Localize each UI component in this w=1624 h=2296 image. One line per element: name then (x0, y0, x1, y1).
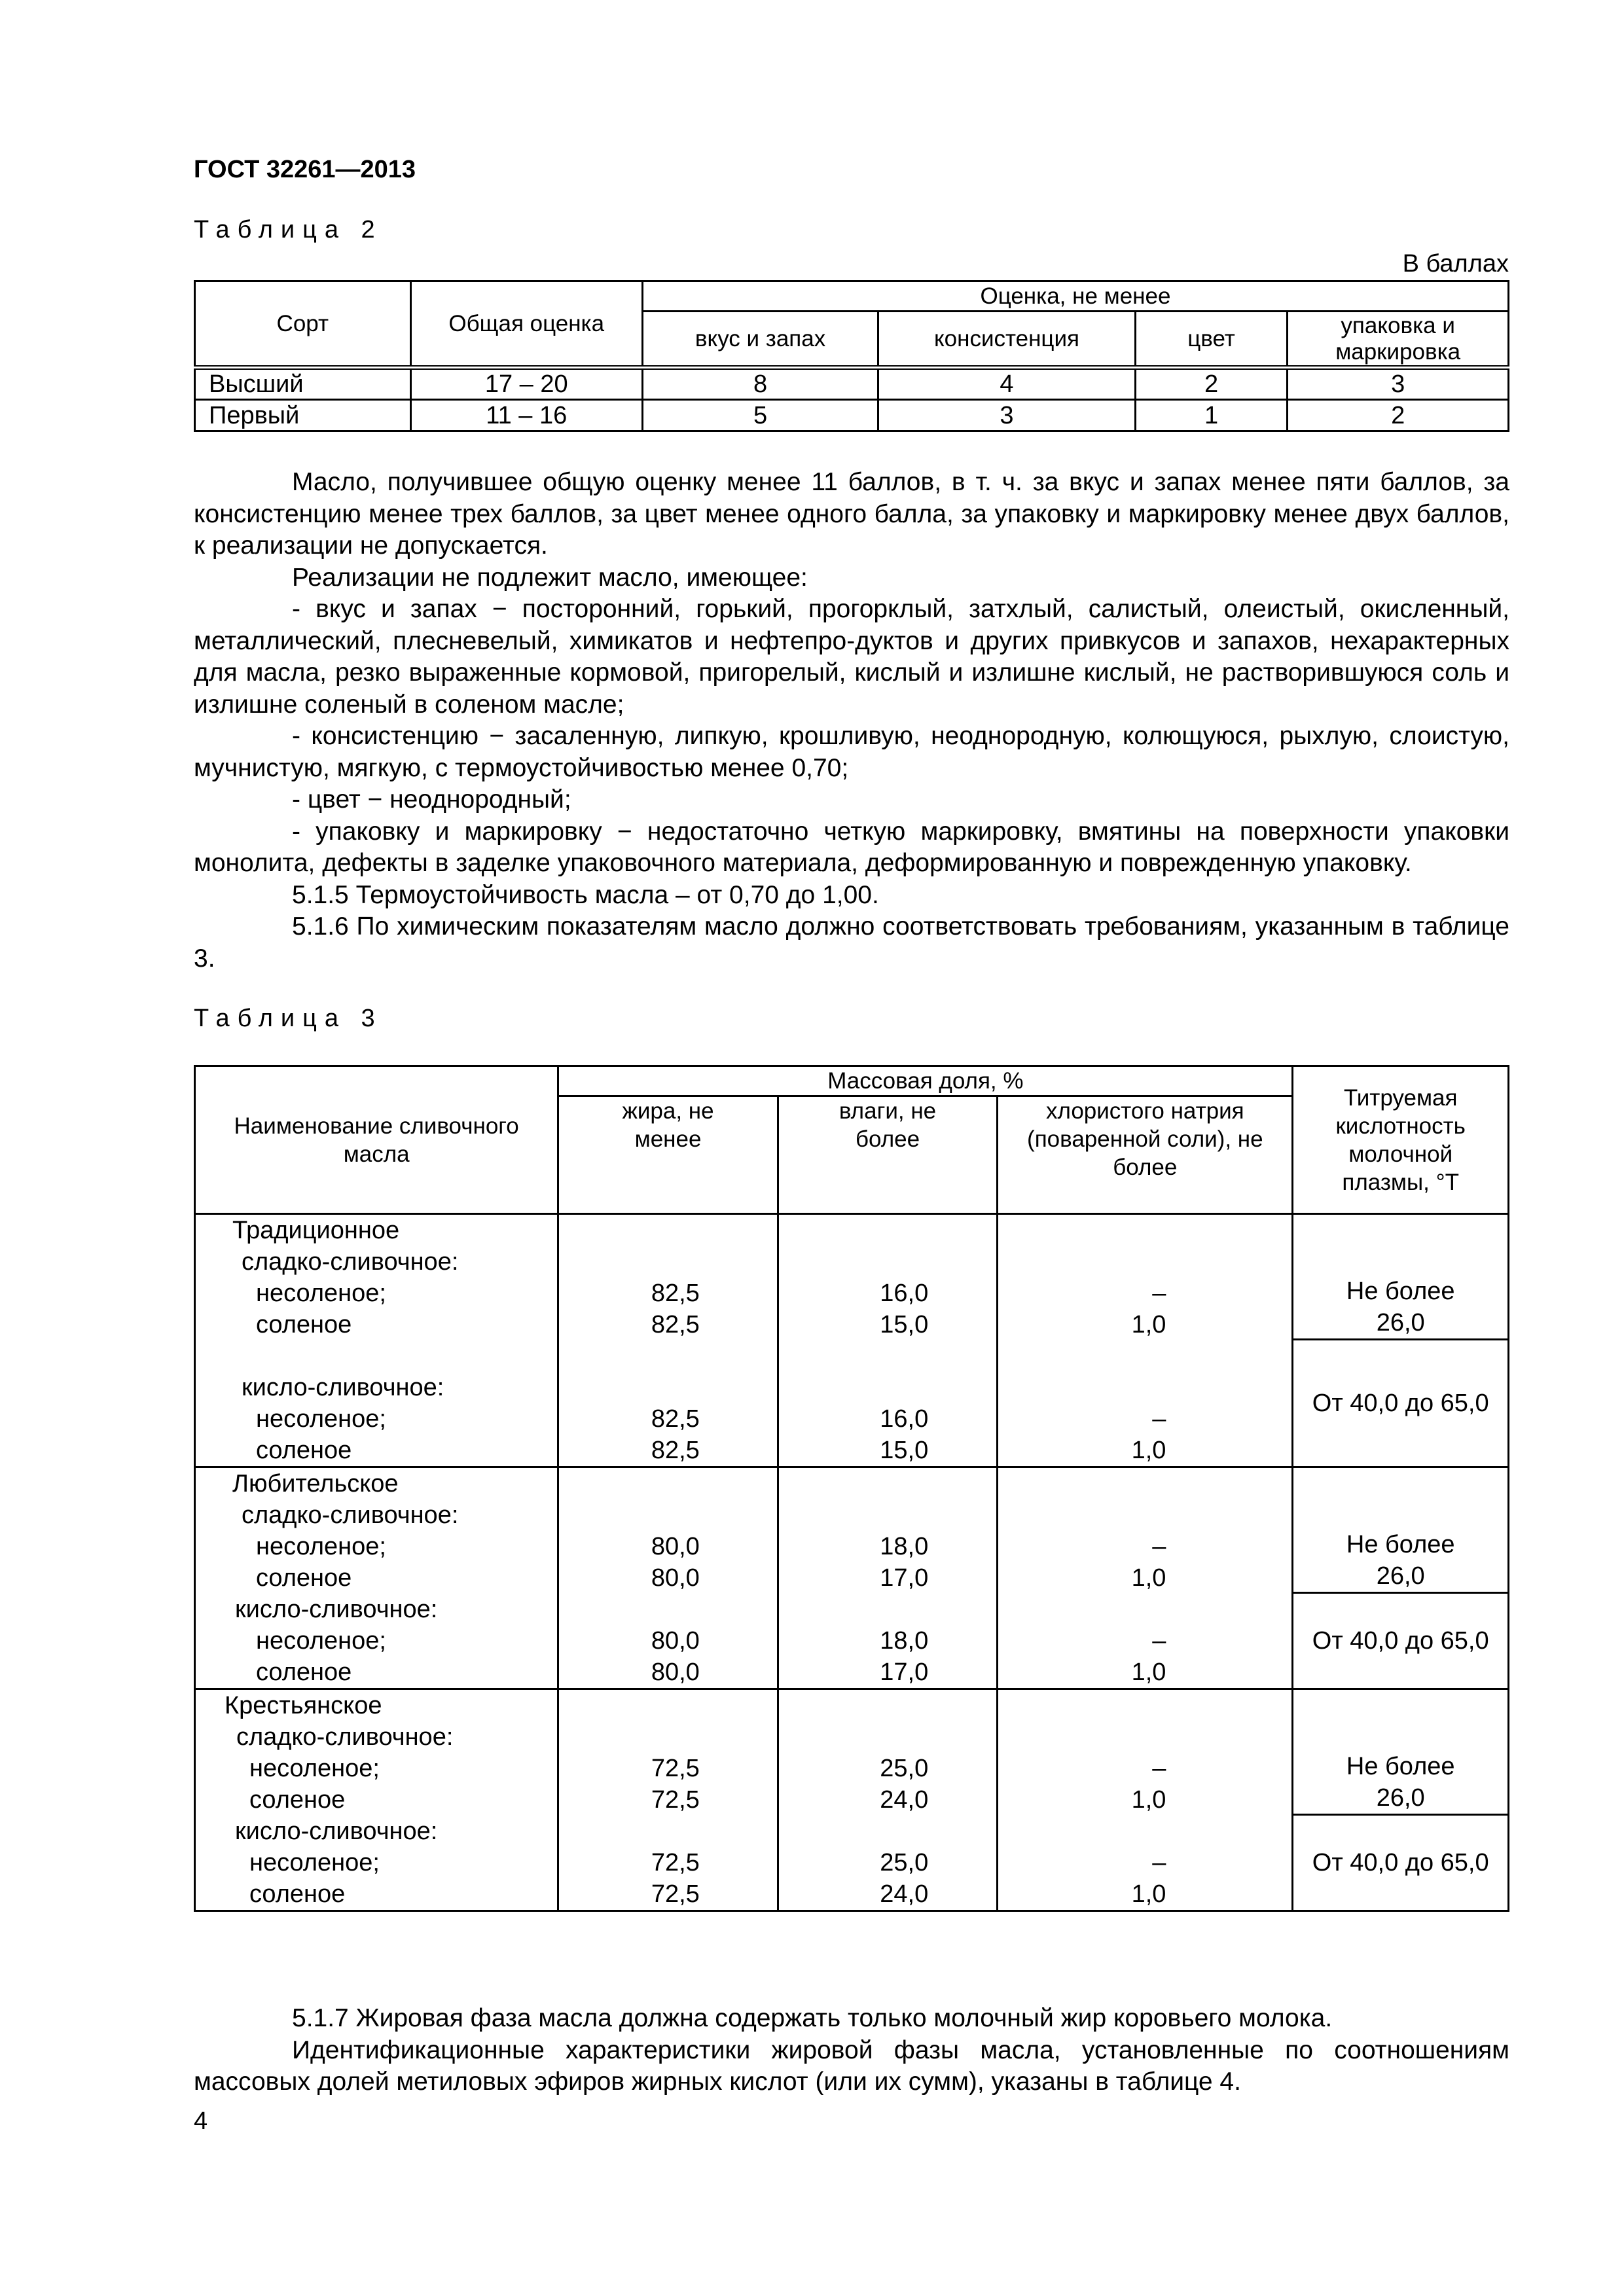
spacer (998, 1215, 1166, 1246)
t3-value: 80,0 (651, 1659, 700, 1686)
t3-value: 1,0 (1131, 1564, 1166, 1592)
spacer (559, 1215, 699, 1246)
spacer (559, 1246, 699, 1278)
t3-header-acidity: Титруемая кислотность молочной плазмы, °Т (1293, 1066, 1509, 1214)
paragraph: Идентификационные характеристики жировой фазы масла, установленные по соотношениям массовых долей метиловых эфиров жирных кислот (или их сумм), указаны в таблице 4. (194, 2036, 1509, 2096)
t3-unsalted-label: несоленое; (256, 1405, 386, 1433)
t3-cell-moisture (778, 1689, 997, 1911)
t2-cell-taste: 8 (642, 368, 878, 400)
t3-header-name: Наименование сливочного масла (195, 1066, 558, 1214)
t2-header-total: Общая оценка (410, 281, 642, 368)
t3-sweet-label: сладко-сливочное: (236, 1723, 454, 1751)
body-text-1 (194, 467, 1509, 975)
spacer (998, 1816, 1166, 1847)
spacer (779, 1594, 928, 1625)
t3-cell-fat (558, 1214, 778, 1467)
table3-caption: Таблица 3 (194, 1005, 383, 1032)
table2-caption: Таблица 2 (194, 216, 383, 243)
t3-cell-salt (998, 1467, 1293, 1689)
t3-cell-acidity (1293, 1214, 1509, 1467)
t3-value: 80,0 (651, 1533, 700, 1560)
t2-header-color: цвет (1135, 312, 1288, 368)
t3-cell-acidity (1293, 1467, 1509, 1689)
t2-cell-consistency: 4 (878, 368, 1136, 400)
spacer (998, 1721, 1166, 1753)
t3-unsalted-label: несоленое; (249, 1755, 380, 1782)
t3-unsalted-label: несоленое; (256, 1533, 386, 1560)
t3-sour-label: кисло-сливочное: (235, 1818, 438, 1845)
paragraph: - цвет − неоднородный; (292, 785, 571, 814)
t3-value: 25,0 (880, 1755, 929, 1782)
t3-acidity-sour: От 40,0 до 65,0 (1312, 1849, 1489, 1876)
t3-cell-salt (998, 1214, 1293, 1467)
t3-salted-label: соленое (256, 1659, 352, 1686)
table-row (195, 368, 1509, 400)
t3-unsalted-label: несоленое; (256, 1280, 386, 1307)
spacer (779, 1340, 928, 1372)
table-row (195, 400, 1509, 431)
paragraph: 5.1.5 Термоустойчивость масла – от 0,70 до 1,00. (292, 880, 879, 909)
t3-cell-fat (558, 1689, 778, 1911)
spacer (998, 1372, 1166, 1403)
t3-product-name: Традиционное (232, 1217, 400, 1244)
t2-cell-total: 11 – 16 (410, 400, 642, 431)
t3-value: 24,0 (880, 1786, 929, 1814)
t3-sweet-label: сладко-сливочное: (242, 1501, 459, 1529)
t2-cell-color: 1 (1135, 400, 1288, 431)
t2-cell-taste: 5 (642, 400, 878, 431)
page-number: 4 (194, 2108, 208, 2135)
table-row (195, 1689, 1509, 1911)
t3-value: 1,0 (1131, 1659, 1166, 1686)
t3-value: – (1152, 1280, 1166, 1307)
t3-cell-fat (558, 1467, 778, 1689)
t3-acidity-sweet: Не более 26,0 (1293, 1468, 1507, 1594)
t3-acidity-sour: От 40,0 до 65,0 (1312, 1627, 1489, 1655)
t3-value: 16,0 (880, 1280, 929, 1307)
document-header: ГОСТ 32261—2013 (194, 156, 416, 183)
spacer (559, 1594, 699, 1625)
t3-value: 80,0 (651, 1564, 700, 1592)
t3-cell-name (195, 1689, 558, 1911)
table2 (194, 280, 1509, 432)
t3-header-salt: хлористого натрия (поваренной соли), не более (998, 1096, 1293, 1214)
t3-value: 15,0 (880, 1311, 929, 1338)
spacer (559, 1372, 699, 1403)
table3 (194, 1065, 1509, 1912)
t3-value: – (1152, 1405, 1166, 1433)
table-row (195, 1214, 1509, 1467)
t3-value: 16,0 (880, 1405, 929, 1433)
t3-sweet-label: сладко-сливочное: (242, 1248, 459, 1276)
t3-header-group: Массовая доля, % (558, 1066, 1293, 1096)
t3-unsalted-label: несоленое; (256, 1627, 386, 1655)
spacer (998, 1690, 1166, 1721)
t3-value: 82,5 (651, 1437, 700, 1464)
t2-cell-color: 2 (1135, 368, 1288, 400)
t3-value: 72,5 (651, 1880, 700, 1908)
t3-value: 1,0 (1131, 1311, 1166, 1338)
t3-cell-moisture (778, 1467, 997, 1689)
t2-cell-grade: Первый (195, 400, 411, 431)
t3-value: 17,0 (880, 1659, 929, 1686)
t2-cell-packaging: 3 (1288, 368, 1509, 400)
t3-salted-label: соленое (256, 1564, 352, 1592)
t3-acidity-sweet: Не более 26,0 (1293, 1215, 1507, 1340)
t3-salted-label: соленое (249, 1880, 346, 1908)
t2-header-consistency: консистенция (878, 312, 1136, 368)
t3-salted-label: соленое (256, 1437, 352, 1464)
t3-unsalted-label: несоленое; (249, 1849, 380, 1876)
paragraph: 5.1.6 По химическим показателям масло должно соответствовать требованиям, указанным в таблице 3. (194, 912, 1509, 973)
t3-value: 25,0 (880, 1849, 929, 1876)
spacer (559, 1499, 699, 1531)
t3-cell-name (195, 1214, 558, 1467)
t2-cell-grade: Высший (195, 368, 411, 400)
spacer (998, 1499, 1166, 1531)
t3-value: 17,0 (880, 1564, 929, 1592)
t3-value: 18,0 (880, 1627, 929, 1655)
spacer (779, 1721, 928, 1753)
t3-cell-name (195, 1467, 558, 1689)
spacer (779, 1690, 928, 1721)
table-row (195, 1467, 1509, 1689)
t3-value: 82,5 (651, 1280, 700, 1307)
t3-value: 72,5 (651, 1849, 700, 1876)
t2-header-packaging: упаковка и маркировка (1288, 312, 1509, 368)
t3-value: – (1152, 1533, 1166, 1560)
t2-cell-packaging: 2 (1288, 400, 1509, 431)
table2-unit: В баллах (1402, 250, 1509, 278)
t3-value: 1,0 (1131, 1880, 1166, 1908)
spacer (196, 1340, 557, 1372)
t3-value: 80,0 (651, 1627, 700, 1655)
t3-sour-label: кисло-сливочное: (242, 1374, 444, 1401)
t3-value: – (1152, 1627, 1166, 1655)
spacer (779, 1372, 928, 1403)
spacer (998, 1594, 1166, 1625)
t3-value: 72,5 (651, 1755, 700, 1782)
paragraph: 5.1.7 Жировая фаза масла должна содержать только молочный жир коровьего молока. (292, 2004, 1333, 2032)
paragraph: - упаковку и маркировку − недостаточно четкую маркировку, вмятины на поверхности упаковки монолита, дефекты в заделке упаковочного материала, деформированную и поврежденную упаковку. (194, 817, 1509, 877)
paragraph: Масло, получившее общую оценку менее 11 баллов, в т. ч. за вкус и запах менее пяти баллов, за консистенцию менее трех баллов, за цвет менее одного балла, за упаковку и маркировку менее двух баллов, к реализации не допускается. (194, 468, 1509, 560)
t3-value: 18,0 (880, 1533, 929, 1560)
t3-sour-label: кисло-сливочное: (235, 1596, 438, 1623)
spacer (559, 1340, 699, 1372)
t3-cell-salt (998, 1689, 1293, 1911)
t3-value: 82,5 (651, 1405, 700, 1433)
spacer (779, 1816, 928, 1847)
spacer (779, 1468, 928, 1499)
body-text-2 (194, 2003, 1509, 2098)
paragraph: - вкус и запах − посторонний, горький, прогорклый, затхлый, салистый, олеистый, окисленный, металлический, плесневелый, химикатов и нефтепро-дуктов и других привкусов и запахов, нехарактерных для масла, резко выраженные кормовой, пригорелый, кислый и излишне кислый, не растворившуюся соль и излишне соленый в соленом масле; (194, 595, 1509, 719)
spacer (559, 1721, 699, 1753)
t3-header-moisture: влаги, не более (778, 1096, 997, 1214)
t3-value: 15,0 (880, 1437, 929, 1464)
t3-cell-moisture (778, 1214, 997, 1467)
t3-value: – (1152, 1849, 1166, 1876)
t2-header-grade: Сорт (195, 281, 411, 368)
spacer (559, 1816, 699, 1847)
t2-cell-consistency: 3 (878, 400, 1136, 431)
paragraph: Реализации не подлежит масло, имеющее: (292, 563, 808, 592)
t3-value: 1,0 (1131, 1786, 1166, 1814)
t3-value: – (1152, 1755, 1166, 1782)
t3-value: 24,0 (880, 1880, 929, 1908)
spacer (998, 1340, 1166, 1372)
spacer (559, 1690, 699, 1721)
spacer (998, 1246, 1166, 1278)
spacer (779, 1499, 928, 1531)
spacer (559, 1468, 699, 1499)
t3-salted-label: соленое (249, 1786, 346, 1814)
paragraph: - консистенцию − засаленную, липкую, крошливую, неоднородную, колющуюся, рыхлую, слоистую, мучнистую, мягкую, с термоустойчивостью менее 0,70; (194, 722, 1509, 782)
t3-acidity-sour: От 40,0 до 65,0 (1312, 1390, 1489, 1417)
t3-salted-label: соленое (256, 1311, 352, 1338)
t3-acidity-sweet: Не более 26,0 (1293, 1690, 1507, 1816)
spacer (998, 1468, 1166, 1499)
t3-value: 82,5 (651, 1311, 700, 1338)
t2-cell-total: 17 – 20 (410, 368, 642, 400)
t3-cell-acidity (1293, 1689, 1509, 1911)
t2-header-taste: вкус и запах (642, 312, 878, 368)
t3-header-fat: жира, не менее (558, 1096, 778, 1214)
t3-value: 72,5 (651, 1786, 700, 1814)
t3-product-name: Крестьянское (225, 1692, 382, 1719)
t3-product-name: Любительское (232, 1470, 399, 1498)
t3-value: 1,0 (1131, 1437, 1166, 1464)
t2-header-group: Оценка, не менее (642, 281, 1508, 312)
spacer (779, 1215, 928, 1246)
spacer (779, 1246, 928, 1278)
